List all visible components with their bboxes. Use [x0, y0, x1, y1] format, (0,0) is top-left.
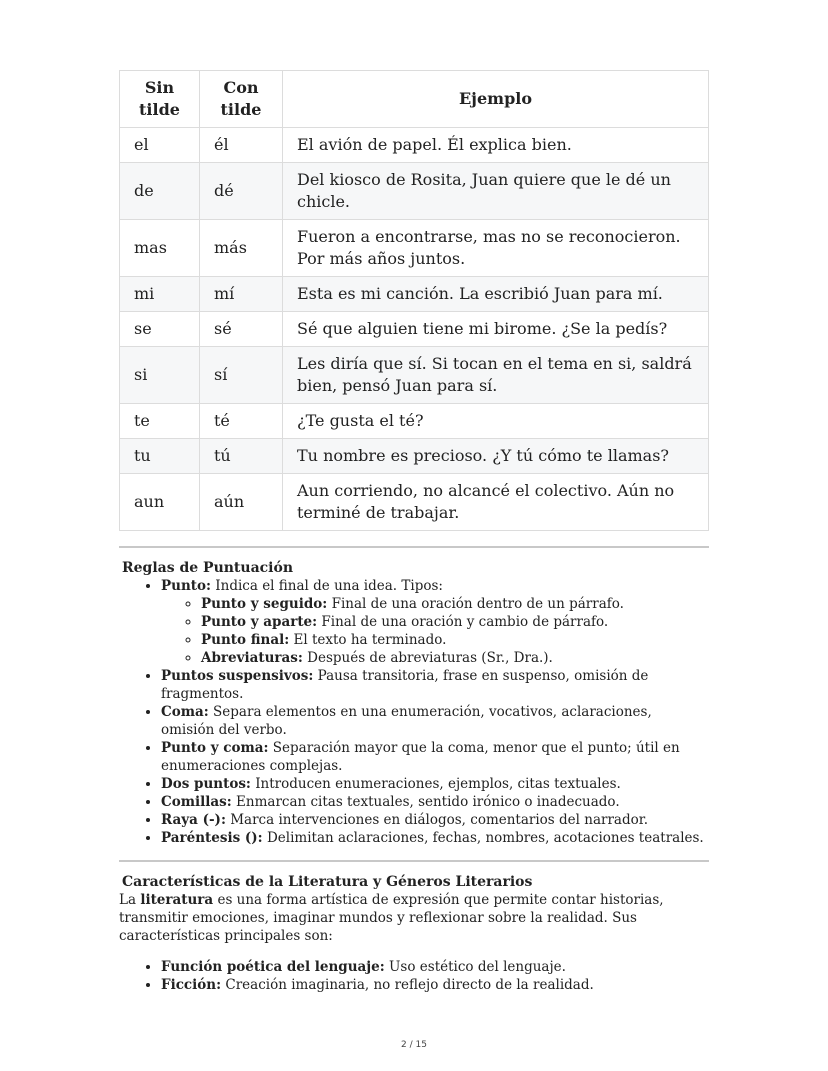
item-term: Dos puntos:	[161, 776, 251, 792]
item-text: Separación mayor que la coma, menor que el punto; útil en enumeraciones complejas.	[161, 740, 680, 774]
item-term: Paréntesis ():	[161, 830, 263, 846]
item-text: Final de una oración dentro de un párrafo.	[327, 596, 624, 612]
cell-sin-tilde: mas	[120, 220, 200, 277]
cell-ejemplo: ¿Te gusta el té?	[283, 404, 709, 439]
item-text: Enmarcan citas textuales, sentido irónico o inadecuado.	[231, 794, 620, 810]
cell-sin-tilde: tu	[120, 439, 200, 474]
list-item	[161, 739, 709, 775]
cell-sin-tilde: el	[120, 128, 200, 163]
item-text: Después de abreviaturas (Sr., Dra.).	[302, 650, 553, 666]
cell-ejemplo: Del kiosco de Rosita, Juan quiere que le dé un chicle.	[283, 163, 709, 220]
header-con-tilde: Con tilde	[200, 71, 283, 128]
item-term: Puntos suspensivos:	[161, 668, 314, 684]
item-term: Punto y seguido:	[201, 596, 328, 612]
cell-sin-tilde: mi	[120, 277, 200, 312]
cell-con-tilde: té	[200, 404, 283, 439]
cell-con-tilde: más	[200, 220, 283, 277]
cell-sin-tilde: se	[120, 312, 200, 347]
table-row	[120, 277, 709, 312]
list-item	[201, 595, 709, 613]
list-item	[201, 631, 709, 649]
item-term: Abreviaturas:	[201, 650, 303, 666]
item-term: Punto y coma:	[161, 740, 269, 756]
intro-bold: literatura	[140, 892, 214, 908]
item-text: Indica el final de una idea. Tipos:	[211, 578, 443, 594]
cell-ejemplo: Sé que alguien tiene mi birome. ¿Se la pedís?	[283, 312, 709, 347]
item-text: El texto ha terminado.	[289, 632, 447, 648]
cell-ejemplo: El avión de papel. Él explica bien.	[283, 128, 709, 163]
table-row	[120, 474, 709, 531]
header-sin-tilde: Sin tilde	[120, 71, 200, 128]
list-item	[201, 649, 709, 667]
list-item	[161, 976, 709, 994]
item-text: Delimitan aclaraciones, fechas, nombres, acotaciones teatrales.	[262, 830, 704, 846]
item-term: Comillas:	[161, 794, 232, 810]
item-term: Raya (-):	[161, 812, 226, 828]
cell-ejemplo: Esta es mi canción. La escribió Juan para mí.	[283, 277, 709, 312]
cell-con-tilde: aún	[200, 474, 283, 531]
intro-post: es una forma artística de expresión que permite contar historias, transmitir emociones, imaginar mundos y reflexionar sobre la realidad. Sus características principales son:	[119, 892, 664, 944]
header-ejemplo: Ejemplo	[283, 71, 709, 128]
puntuacion-section	[119, 559, 709, 847]
item-term: Coma:	[161, 704, 209, 720]
item-text: Introducen enumeraciones, ejemplos, citas textuales.	[250, 776, 621, 792]
list-item	[161, 811, 709, 829]
item-term: Punto final:	[201, 632, 290, 648]
page-number: 2 / 15	[401, 1040, 427, 1050]
punto-subtypes-list	[161, 595, 709, 667]
cell-ejemplo: Les diría que sí. Si tocan en el tema en si, saldrá bien, pensó Juan para sí.	[283, 347, 709, 404]
cell-con-tilde: sé	[200, 312, 283, 347]
table-row	[120, 312, 709, 347]
item-term: Función poética del lenguaje:	[161, 959, 385, 975]
item-text: Final de una oración y cambio de párrafo.	[317, 614, 609, 630]
item-text: Uso estético del lenguaje.	[384, 959, 566, 975]
puntuacion-list	[119, 577, 709, 847]
table-row	[120, 347, 709, 404]
cell-con-tilde: mí	[200, 277, 283, 312]
list-item	[161, 703, 709, 739]
table-row	[120, 163, 709, 220]
literatura-list	[119, 958, 709, 994]
item-term: Punto:	[161, 578, 212, 594]
item-term: Punto y aparte:	[201, 614, 318, 630]
list-item	[161, 775, 709, 793]
item-text: Creación imaginaria, no reflejo directo de la realidad.	[221, 977, 594, 993]
cell-ejemplo: Aun corriendo, no alcancé el colectivo. Aún no terminé de trabajar.	[283, 474, 709, 531]
cell-sin-tilde: si	[120, 347, 200, 404]
section-title: Reglas de Puntuación	[122, 560, 294, 576]
cell-con-tilde: tú	[200, 439, 283, 474]
cell-sin-tilde: aun	[120, 474, 200, 531]
literatura-intro	[119, 891, 709, 945]
item-term: Ficción:	[161, 977, 222, 993]
item-text: Pausa transitoria, frase en suspenso, omisión de fragmentos.	[161, 668, 649, 702]
list-item	[161, 667, 709, 703]
section-title: Características de la Literatura y Géneros Literarios	[122, 874, 533, 890]
item-text: Separa elementos en una enumeración, vocativos, aclaraciones, omisión del verbo.	[161, 704, 652, 738]
cell-ejemplo: Tu nombre es precioso. ¿Y tú cómo te llamas?	[283, 439, 709, 474]
list-item	[161, 793, 709, 811]
cell-sin-tilde: de	[120, 163, 200, 220]
item-text: Marca intervenciones en diálogos, comentarios del narrador.	[225, 812, 648, 828]
list-item	[161, 577, 709, 667]
table-row	[120, 128, 709, 163]
table-header-row	[120, 71, 709, 128]
table-row	[120, 404, 709, 439]
table-row	[120, 439, 709, 474]
list-item	[161, 958, 709, 976]
intro-pre: La	[119, 892, 141, 908]
section-divider	[119, 860, 709, 862]
cell-con-tilde: dé	[200, 163, 283, 220]
page-content	[119, 70, 709, 994]
table-row	[120, 220, 709, 277]
literatura-section	[119, 873, 709, 994]
cell-ejemplo: Fueron a encontrarse, mas no se reconocieron. Por más años juntos.	[283, 220, 709, 277]
section-divider	[119, 546, 709, 548]
cell-sin-tilde: te	[120, 404, 200, 439]
cell-con-tilde: él	[200, 128, 283, 163]
cell-con-tilde: sí	[200, 347, 283, 404]
tilde-diacritica-table	[119, 70, 709, 531]
list-item	[201, 613, 709, 631]
list-item	[161, 829, 709, 847]
